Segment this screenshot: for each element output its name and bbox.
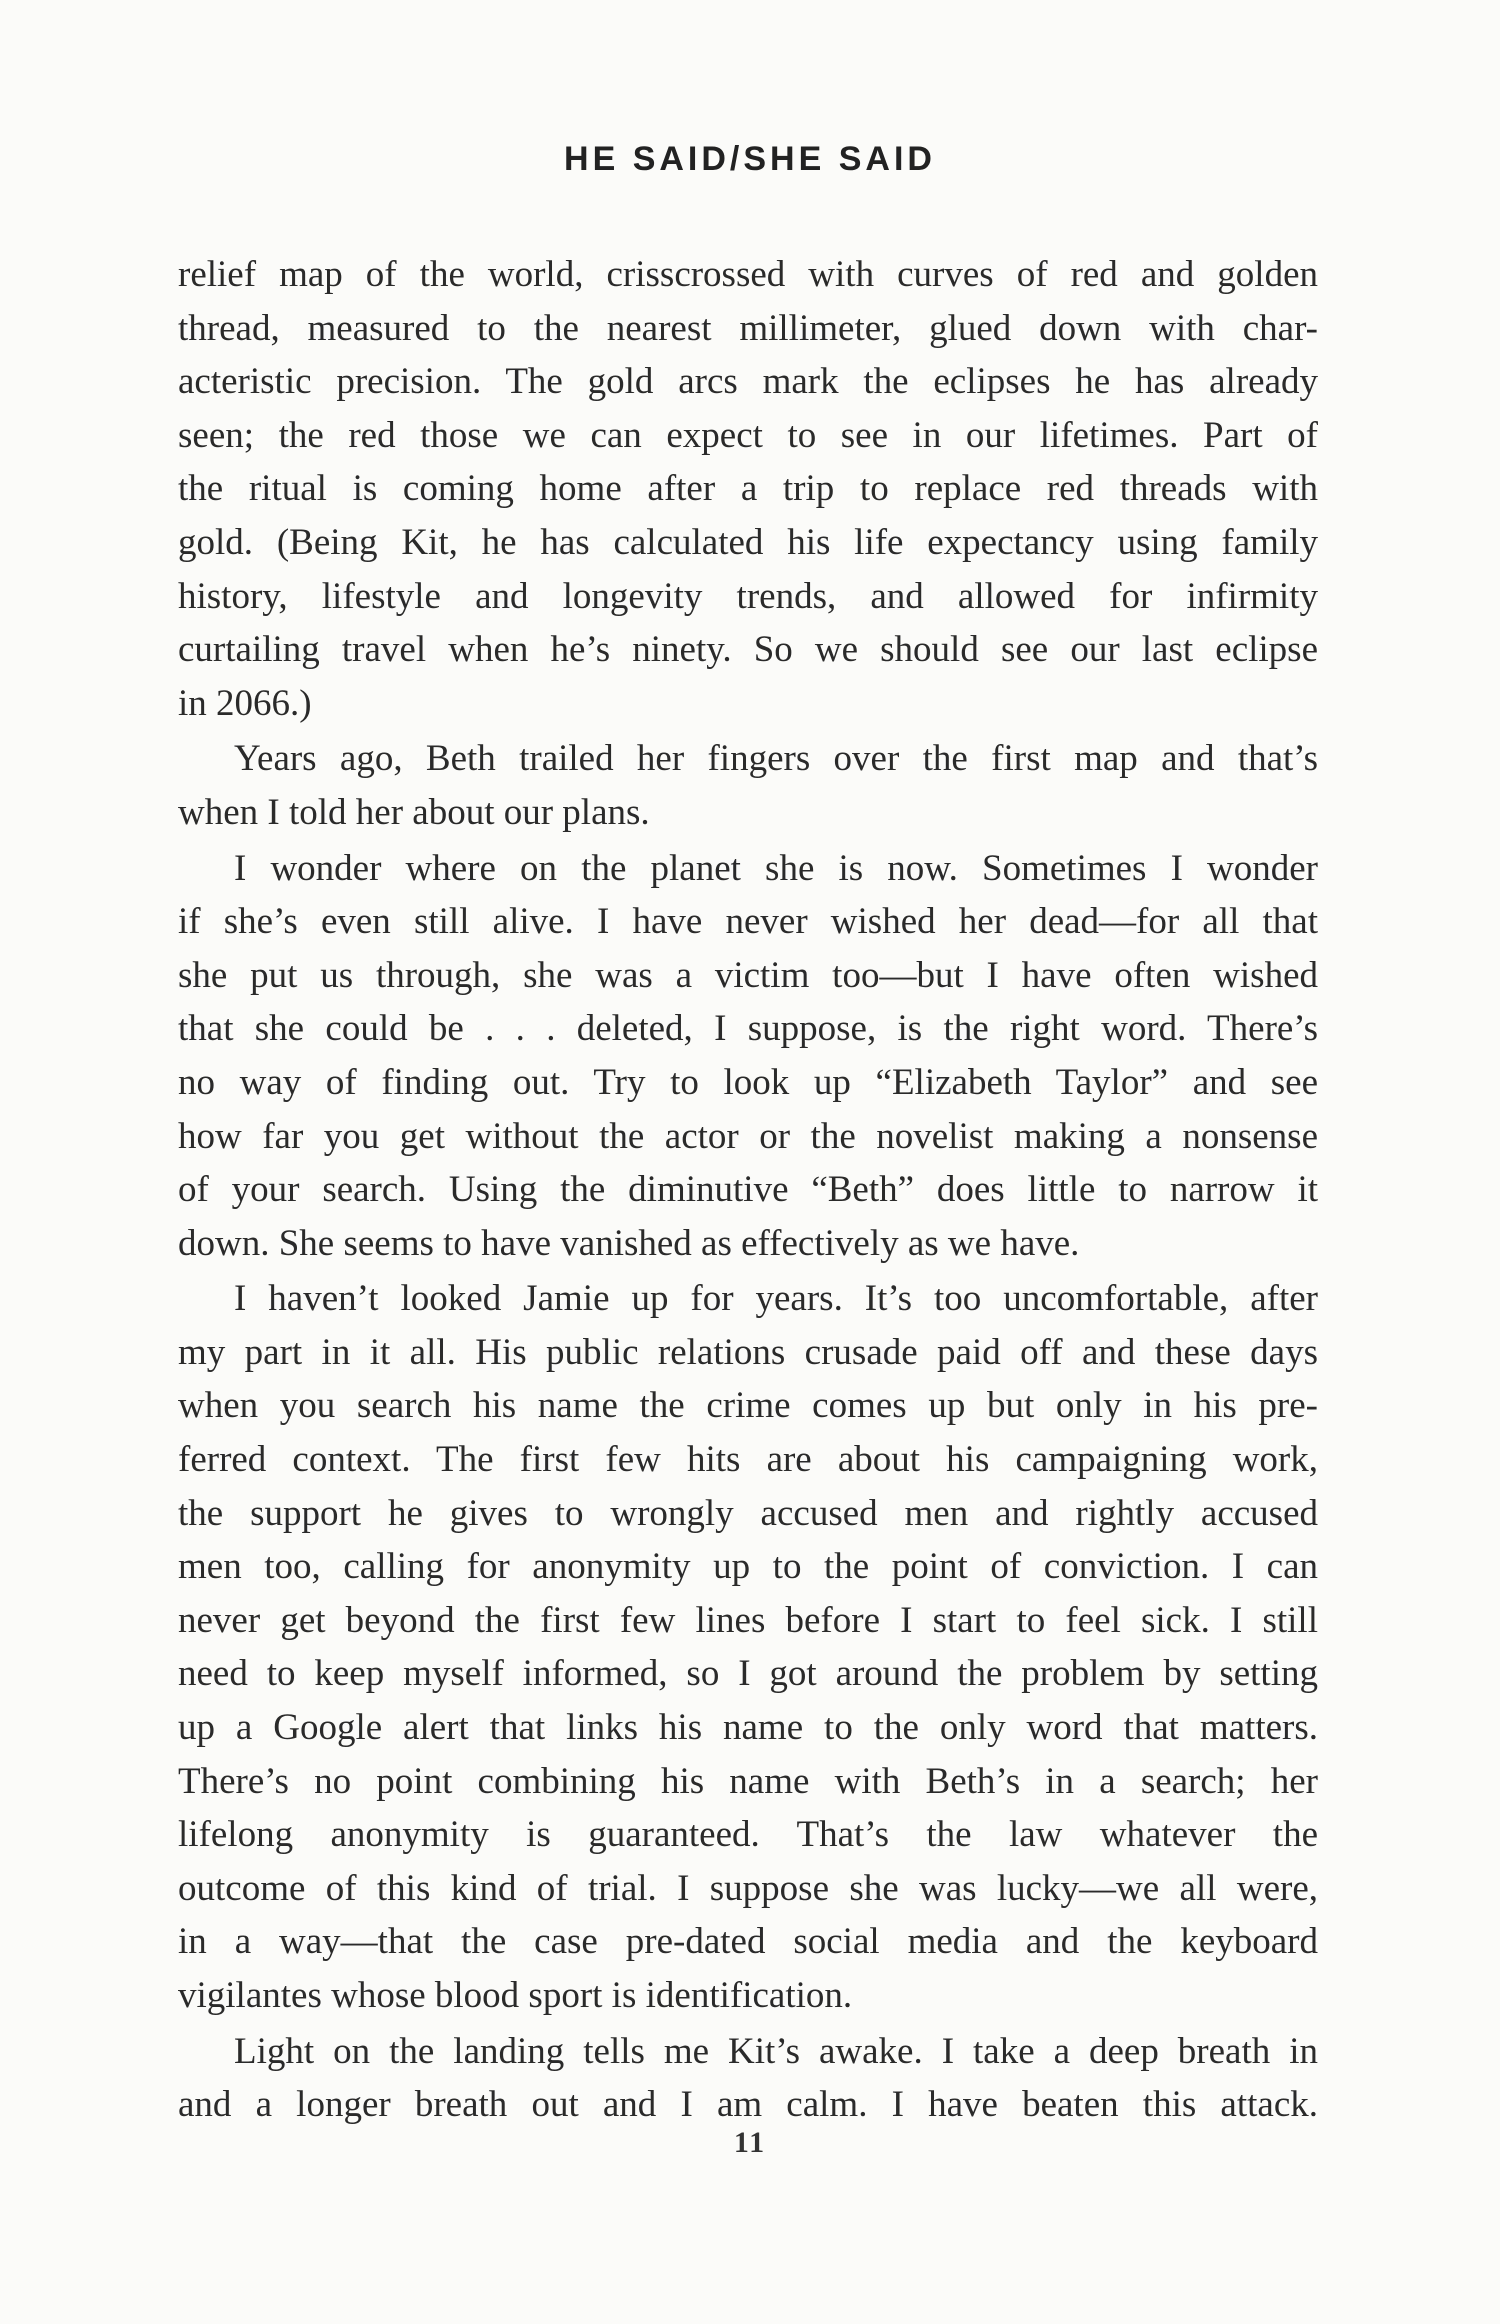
text-line: seen; the red those we can expect to see in our lifetimes. Part of (178, 414, 1318, 456)
text-line: need to keep myself informed, so I got around the problem by setting (178, 1653, 1318, 1695)
text-line: in 2066.) (178, 682, 312, 724)
text-line: and a longer breath out and I am calm. I have beaten this attack. (178, 2084, 1318, 2126)
text-line: my part in it all. His public relations crusade paid off and these days (178, 1331, 1318, 1373)
text-line: history, lifestyle and longevity trends, and allowed for infirmity (178, 575, 1318, 617)
text-line: if she’s even still alive. I have never wished her dead—for all that (178, 901, 1318, 943)
text-line: never get beyond the first few lines before I start to feel sick. I still (178, 1599, 1318, 1641)
text-line: up a Google alert that links his name to the only word that matters. (178, 1707, 1318, 1749)
page-number: 11 (733, 2126, 767, 2159)
text-line: lifelong anonymity is guaranteed. That’s the law whatever the (178, 1814, 1318, 1856)
text-line: relief map of the world, crisscrossed with curves of red and golden (178, 254, 1318, 295)
text-line: when you search his name the crime comes up but only in his pre- (178, 1385, 1318, 1427)
text-line: men too, calling for anonymity up to the point of conviction. I can (178, 1546, 1318, 1588)
running-head: HE SAID/SHE SAID (564, 140, 936, 178)
text-line: how far you get without the actor or the novelist making a nonsense (178, 1115, 1318, 1157)
text-line: acteristic precision. The gold arcs mark the eclipses he has already (178, 361, 1318, 403)
text-line: vigilantes whose blood sport is identification. (178, 1975, 853, 2016)
text-line: down. She seems to have vanished as effectively as we have. (178, 1222, 1080, 1264)
paragraph-start-line: Years ago, Beth trailed her fingers over the first map and that’s (234, 738, 1318, 780)
text-line: of your search. Using the diminutive “Beth” does little to narrow it (178, 1169, 1318, 1211)
text-line: There’s no point combining his name with Beth’s in a search; her (178, 1760, 1318, 1802)
text-line: thread, measured to the nearest millimeter, glued down with char- (178, 307, 1318, 349)
text-line: outcome of this kind of trial. I suppose she was lucky—we all were, (178, 1867, 1318, 1909)
text-line: in a way—that the case pre-dated social media and the keyboard (178, 1921, 1318, 1963)
text-line: when I told her about our plans. (178, 791, 650, 833)
text-line: the support he gives to wrongly accused men and rightly accused (178, 1492, 1318, 1534)
text-line: the ritual is coming home after a trip to replace red threads with (178, 468, 1318, 510)
text-line: no way of finding out. Try to look up “Elizabeth Taylor” and see (178, 1061, 1318, 1103)
paragraph-start-line: I wonder where on the planet she is now. Sometimes I wonder (234, 847, 1318, 889)
text-line: gold. (Being Kit, he has calculated his life expectancy using family (178, 521, 1318, 563)
body-text (178, 248, 1318, 2132)
text-line: ferred context. The first few hits are about his campaigning work, (178, 1439, 1318, 1481)
paragraph-start-line: I haven’t looked Jamie up for years. It’s too uncomfortable, after (234, 1278, 1318, 1320)
text-line: that she could be . . . deleted, I suppose, is the right word. There’s (178, 1008, 1318, 1050)
text-line: she put us through, she was a victim too—but I have often wished (178, 954, 1318, 996)
paragraph-start-line: Light on the landing tells me Kit’s awake. I take a deep breath in (234, 2030, 1318, 2072)
text-line: curtailing travel when he’s ninety. So we should see our last eclipse (178, 629, 1318, 671)
